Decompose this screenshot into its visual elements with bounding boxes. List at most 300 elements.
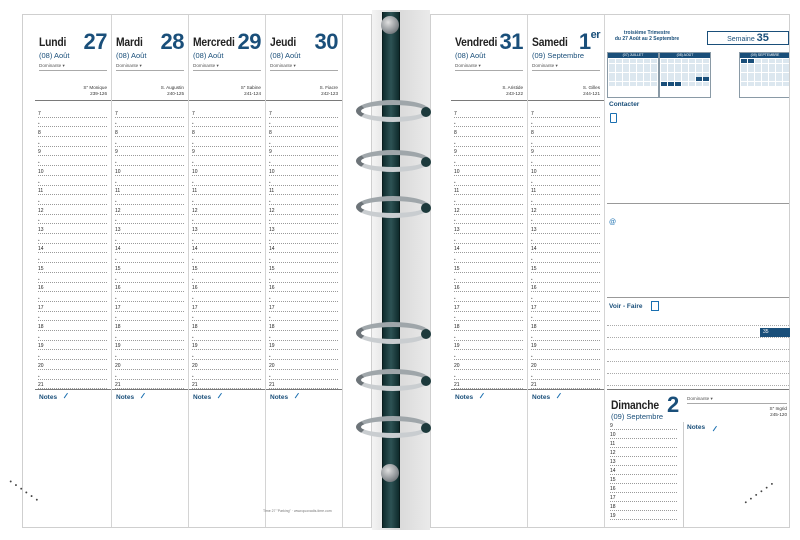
binder-stud xyxy=(381,464,399,482)
mini-calendar-day xyxy=(748,77,754,81)
dominante-field[interactable]: Dominante ▾ xyxy=(116,63,184,71)
mini-calendar-day xyxy=(630,82,636,86)
dominante-field[interactable]: Dominante ▾ xyxy=(39,63,107,71)
mini-calendar-day xyxy=(668,68,674,72)
mini-calendar-day xyxy=(689,68,695,72)
mini-calendar[interactable] xyxy=(607,52,659,98)
mini-calendar-day xyxy=(682,77,688,81)
hour-label: 19 xyxy=(454,343,460,350)
half-hour-dot: • xyxy=(531,315,533,321)
mini-calendar-day xyxy=(682,68,688,72)
day-of-year: 241-124 xyxy=(244,90,261,96)
mini-calendar-day xyxy=(741,64,747,68)
hour-label: 16 xyxy=(115,285,121,292)
hour-label: 10 xyxy=(454,168,460,175)
notes-area[interactable] xyxy=(35,389,111,527)
left-page xyxy=(22,14,372,528)
day-of-year: 245-120 xyxy=(770,411,787,417)
half-hour-dot: • xyxy=(192,373,194,379)
mini-calendar-day xyxy=(616,73,622,77)
hour-label: 10 xyxy=(192,168,198,175)
half-hour-dot: • xyxy=(192,315,194,321)
saint-of-day xyxy=(83,85,107,96)
mini-calendar-day xyxy=(609,77,615,81)
hour-label: 7 xyxy=(454,110,457,117)
mini-calendar-day xyxy=(623,82,629,86)
mini-calendar-day xyxy=(675,73,681,77)
mini-calendar-day xyxy=(637,64,643,68)
pen-icon xyxy=(64,393,69,399)
side-panel xyxy=(607,101,790,391)
day-number xyxy=(238,29,261,55)
mini-calendar[interactable] xyxy=(659,52,711,98)
half-hour-dot: • xyxy=(192,295,194,301)
half-hour-dot: • xyxy=(192,160,194,166)
mini-calendar-day xyxy=(637,77,643,81)
todo-line[interactable] xyxy=(607,337,789,338)
notes-area[interactable] xyxy=(451,389,527,527)
mini-calendar-day xyxy=(769,73,775,77)
divider xyxy=(607,297,790,298)
mini-calendar-day xyxy=(748,68,754,72)
hour-label: 11 xyxy=(454,188,460,195)
hour-label: 13 xyxy=(38,227,44,234)
half-hour-dot: • xyxy=(192,179,194,185)
notes-label: Notes xyxy=(193,394,212,401)
notes-area[interactable] xyxy=(266,389,342,527)
saint-name: S″ Ingrid xyxy=(769,406,787,411)
mini-calendar-day xyxy=(609,64,615,68)
saint-name: S. Aristide xyxy=(502,85,523,90)
hour-label: 18 xyxy=(454,324,460,331)
half-hour-dot: • xyxy=(531,354,533,360)
hour-label: 7 xyxy=(531,110,534,117)
hour-label: 20 xyxy=(38,362,44,369)
half-hour-dot: • xyxy=(115,179,117,185)
mini-calendar-day xyxy=(630,64,636,68)
notes-label: Notes xyxy=(687,424,706,431)
half-hour-dot: • xyxy=(531,276,533,282)
mini-calendar-day xyxy=(783,59,789,63)
day-name: Mardi xyxy=(116,35,143,49)
hour-label: 13 xyxy=(531,227,537,234)
hour-label: 8 xyxy=(38,130,41,137)
half-hour-dot: • xyxy=(269,198,271,204)
mini-calendar-day xyxy=(651,82,657,86)
hour-label: 8 xyxy=(115,130,118,137)
day-name: Vendredi xyxy=(455,35,498,49)
mini-calendar-day xyxy=(668,64,674,68)
hour-label: 13 xyxy=(454,227,460,234)
day-column[interactable] xyxy=(451,15,528,527)
mini-calendar-day xyxy=(668,82,674,86)
half-hour-dot: • xyxy=(454,334,456,340)
hour-label: 10 xyxy=(610,431,616,438)
mini-calendar-day xyxy=(769,68,775,72)
mini-calendar-day xyxy=(668,73,674,77)
notes-label: Notes xyxy=(39,394,58,401)
notes-area[interactable] xyxy=(683,422,790,528)
mini-calendar-day xyxy=(783,77,789,81)
half-hour-dot: • xyxy=(192,198,194,204)
hour-label: 17 xyxy=(269,304,275,311)
mini-calendar-day xyxy=(776,82,782,86)
perforation-corner: • • • • • • xyxy=(7,478,41,505)
hour-slot[interactable] xyxy=(269,379,338,390)
mini-calendar-day xyxy=(682,82,688,86)
half-hour-dot: • xyxy=(192,237,194,243)
half-hour-dot: • xyxy=(269,179,271,185)
mini-calendar-day xyxy=(755,59,761,63)
day-column[interactable] xyxy=(112,15,189,527)
divider xyxy=(607,203,790,204)
hour-label: 10 xyxy=(269,168,275,175)
half-hour-dot: • xyxy=(269,354,271,360)
mini-calendar-day xyxy=(703,77,709,81)
todo-line[interactable] xyxy=(607,349,789,350)
half-hour-dot: • xyxy=(38,160,40,166)
saint-name: S. Augustin xyxy=(160,85,184,90)
hour-label: 11 xyxy=(115,188,121,195)
mini-calendar-day xyxy=(616,59,622,63)
mini-calendar-day xyxy=(675,68,681,72)
dominante-field[interactable]: Dominante ▾ xyxy=(270,63,338,71)
mini-calendar-grid xyxy=(740,58,790,87)
mini-calendar-day xyxy=(769,64,775,68)
mini-calendar-day xyxy=(651,73,657,77)
day-header xyxy=(112,15,188,101)
notes-label: Notes xyxy=(455,394,474,401)
day-column[interactable] xyxy=(189,15,266,527)
half-hour-dot: • xyxy=(38,257,40,263)
half-hour-dot: • xyxy=(38,295,40,301)
todo-line[interactable] xyxy=(607,361,789,362)
mini-calendar-day xyxy=(741,82,747,86)
hour-label: 12 xyxy=(192,207,198,214)
half-hour-dot: • xyxy=(38,315,40,321)
hour-label: 16 xyxy=(192,285,198,292)
mini-calendar-day xyxy=(630,59,636,63)
day-name: Samedi xyxy=(532,35,568,49)
half-hour-dot: • xyxy=(531,237,533,243)
hour-label: 19 xyxy=(610,512,616,519)
day-number-value: 29 xyxy=(237,29,261,54)
mini-calendar-day xyxy=(637,59,643,63)
mini-calendar-day xyxy=(651,77,657,81)
week-number-box xyxy=(707,31,789,45)
mini-calendar-day xyxy=(783,68,789,72)
half-hour-dot: • xyxy=(192,121,194,127)
hour-label: 8 xyxy=(454,130,457,137)
binder-ring xyxy=(356,150,430,172)
mini-calendar-day xyxy=(703,68,709,72)
hour-label: 11 xyxy=(269,188,275,195)
half-hour-dot: • xyxy=(269,237,271,243)
dominante-field[interactable]: Dominante ▾ xyxy=(532,63,600,71)
half-hour-dot: • xyxy=(269,315,271,321)
day-header xyxy=(189,15,265,101)
hour-label: 16 xyxy=(454,285,460,292)
hour-label: 20 xyxy=(269,362,275,369)
mini-calendar-day xyxy=(644,59,650,63)
hour-label: 17 xyxy=(531,304,537,311)
mini-calendar-day xyxy=(696,64,702,68)
half-hour-dot: • xyxy=(269,257,271,263)
hour-label: 11 xyxy=(531,188,537,195)
hour-label: 8 xyxy=(531,130,534,137)
hour-label: 16 xyxy=(531,285,537,292)
todo-line[interactable] xyxy=(607,325,789,326)
mini-calendar-day xyxy=(741,77,747,81)
half-hour-dot: • xyxy=(38,334,40,340)
half-hour-dot: • xyxy=(454,354,456,360)
day-column[interactable] xyxy=(266,15,343,527)
mini-calendar-day xyxy=(661,59,667,63)
clipboard-icon xyxy=(651,301,659,311)
hour-label: 12 xyxy=(115,207,121,214)
day-name: Mercredi xyxy=(193,35,235,49)
hour-label: 18 xyxy=(531,324,537,331)
half-hour-dot: • xyxy=(115,354,117,360)
hour-label: 15 xyxy=(38,265,44,272)
mini-calendar-day xyxy=(651,64,657,68)
week-range: du 27 Août au 2 Septembre xyxy=(614,36,680,42)
day-month: (08) Août xyxy=(455,51,486,60)
mini-calendar-day xyxy=(741,68,747,72)
hour-label: 19 xyxy=(269,343,275,350)
day-of-year: 244-121 xyxy=(583,90,600,96)
hour-slot[interactable] xyxy=(192,379,261,390)
dominante-field[interactable]: Dominante ▾ xyxy=(455,63,523,71)
half-hour-dot: • xyxy=(38,237,40,243)
hour-label: 11 xyxy=(192,188,198,195)
hour-slot[interactable] xyxy=(531,379,600,390)
mini-calendar-day xyxy=(755,77,761,81)
mini-calendar-day xyxy=(748,59,754,63)
mini-calendar-day xyxy=(668,59,674,63)
mini-calendar-day xyxy=(609,82,615,86)
half-hour-dot: • xyxy=(454,276,456,282)
hour-label: 11 xyxy=(610,440,616,447)
day-number xyxy=(315,29,338,55)
hour-label: 20 xyxy=(192,362,198,369)
hour-label: 21 xyxy=(531,382,537,389)
day-month: (09) Septembre xyxy=(532,51,585,60)
mini-calendar-day xyxy=(616,77,622,81)
hour-label: 12 xyxy=(38,207,44,214)
todo-line[interactable] xyxy=(607,373,789,374)
mini-calendar-day xyxy=(776,68,782,72)
right-page xyxy=(430,14,790,528)
hour-label: 13 xyxy=(115,227,121,234)
mini-calendar-day xyxy=(755,64,761,68)
binder xyxy=(372,10,430,530)
day-of-year: 242-123 xyxy=(321,90,338,96)
mini-calendar-day xyxy=(755,68,761,72)
day-month: (08) Août xyxy=(193,51,224,60)
mini-calendar-day xyxy=(675,77,681,81)
hour-label: 15 xyxy=(531,265,537,272)
week-tab[interactable]: 35 xyxy=(760,328,790,337)
mini-calendar-day xyxy=(689,77,695,81)
pen-icon xyxy=(295,393,300,399)
hour-label: 20 xyxy=(454,362,460,369)
half-hour-dot: • xyxy=(192,140,194,146)
notes-label: Notes xyxy=(532,394,551,401)
notes-area[interactable] xyxy=(528,389,604,527)
mini-calendar-day xyxy=(755,73,761,77)
binder-ring xyxy=(356,196,430,218)
hour-label: 12 xyxy=(531,207,537,214)
hour-slot[interactable] xyxy=(454,379,523,390)
saint-name: S″ Monique xyxy=(83,85,107,90)
half-hour-dot: • xyxy=(115,198,117,204)
mini-calendar[interactable] xyxy=(739,52,790,98)
mini-calendar-month: (08) AOÛT xyxy=(660,53,710,58)
mini-calendar-day xyxy=(609,68,615,72)
mini-calendar-day xyxy=(703,73,709,77)
hour-slot[interactable] xyxy=(610,510,677,520)
hour-label: 21 xyxy=(269,382,275,389)
day-column[interactable] xyxy=(528,15,605,527)
week-number: 35 xyxy=(756,32,769,44)
half-hour-dot: • xyxy=(38,373,40,379)
half-hour-dot: • xyxy=(115,373,117,379)
notes-label: Notes xyxy=(116,394,135,401)
hour-label: 10 xyxy=(38,168,44,175)
mini-calendar-day xyxy=(755,82,761,86)
week-title xyxy=(607,30,687,42)
hour-slot[interactable] xyxy=(115,379,184,390)
hour-label: 8 xyxy=(192,130,195,137)
saint-name: S. Gilles xyxy=(582,85,600,90)
pen-icon xyxy=(713,426,718,432)
mini-calendar-day xyxy=(769,59,775,63)
notes-area[interactable] xyxy=(189,389,265,527)
hour-label: 9 xyxy=(610,422,613,429)
saint-name: S. Fiacre xyxy=(319,85,338,90)
day-number: 2 xyxy=(667,392,679,417)
binder-ring xyxy=(356,416,430,438)
half-hour-dot: • xyxy=(454,198,456,204)
dominante-field[interactable]: Dominante ▾ xyxy=(687,396,787,404)
binder-ring xyxy=(356,369,430,391)
day-number-suffix: er xyxy=(590,29,600,41)
day-header xyxy=(35,15,111,101)
hour-label: 14 xyxy=(454,246,460,253)
hour-label: 8 xyxy=(269,130,272,137)
mini-calendar-day xyxy=(661,64,667,68)
half-hour-dot: • xyxy=(454,237,456,243)
mini-calendar-day xyxy=(689,59,695,63)
hour-label: 15 xyxy=(269,265,275,272)
mini-calendar-grid xyxy=(660,58,710,87)
half-hour-dot: • xyxy=(269,295,271,301)
half-hour-dot: • xyxy=(454,121,456,127)
mini-calendar-day xyxy=(696,82,702,86)
half-hour-dot: • xyxy=(115,334,117,340)
phone-icon xyxy=(610,113,617,123)
perforation-corner: • • • • • • xyxy=(743,480,777,507)
hour-label: 19 xyxy=(531,343,537,350)
hour-label: 17 xyxy=(38,304,44,311)
half-hour-dot: • xyxy=(38,218,40,224)
half-hour-dot: • xyxy=(115,140,117,146)
hour-label: 14 xyxy=(531,246,537,253)
half-hour-dot: • xyxy=(269,160,271,166)
half-hour-dot: • xyxy=(115,218,117,224)
half-hour-dot: • xyxy=(269,140,271,146)
half-hour-dot: • xyxy=(192,257,194,263)
half-hour-dot: • xyxy=(531,198,533,204)
mini-calendar-day xyxy=(616,68,622,72)
day-month: (08) Août xyxy=(39,51,70,60)
half-hour-dot: • xyxy=(454,140,456,146)
hour-slot[interactable] xyxy=(38,379,107,390)
hour-label: 21 xyxy=(192,382,198,389)
half-hour-dot: • xyxy=(531,373,533,379)
quarter-label: troisième Trimestre xyxy=(623,30,671,36)
day-number-value: 27 xyxy=(83,29,107,54)
half-hour-dot: • xyxy=(269,334,271,340)
hour-label: 17 xyxy=(115,304,121,311)
notes-area[interactable] xyxy=(112,389,188,527)
dominante-field[interactable]: Dominante ▾ xyxy=(193,63,261,71)
mini-calendar-day xyxy=(748,82,754,86)
day-column[interactable] xyxy=(35,15,112,527)
hour-label: 14 xyxy=(192,246,198,253)
saint-of-day xyxy=(241,85,261,96)
saint-of-day xyxy=(770,406,787,417)
half-hour-dot: • xyxy=(269,373,271,379)
hour-label: 10 xyxy=(115,168,121,175)
day-name: Jeudi xyxy=(270,35,297,49)
half-hour-dot: • xyxy=(454,179,456,185)
binder-spine xyxy=(382,12,400,528)
day-of-year: 243-122 xyxy=(506,90,523,96)
mini-calendar-day xyxy=(675,82,681,86)
hour-label: 9 xyxy=(454,149,457,156)
half-hour-dot: • xyxy=(531,179,533,185)
day-name: Dimanche xyxy=(611,398,659,412)
mini-calendar-day xyxy=(609,73,615,77)
half-hour-dot: • xyxy=(269,276,271,282)
mini-calendar-day xyxy=(783,73,789,77)
hour-label: 15 xyxy=(610,476,616,483)
half-hour-dot: • xyxy=(454,373,456,379)
hour-label: 16 xyxy=(269,285,275,292)
mini-calendar-day xyxy=(762,68,768,72)
mini-calendar-day xyxy=(762,59,768,63)
binder-stud xyxy=(381,16,399,34)
saint-of-day xyxy=(161,85,184,96)
mini-calendar-day xyxy=(783,64,789,68)
hour-label: 15 xyxy=(192,265,198,272)
hour-label: 17 xyxy=(454,304,460,311)
todo-line[interactable] xyxy=(607,385,789,386)
half-hour-dot: • xyxy=(192,218,194,224)
sunday-block[interactable] xyxy=(607,389,790,528)
mini-calendar-day xyxy=(630,77,636,81)
hour-label: 17 xyxy=(192,304,198,311)
day-name: Lundi xyxy=(39,35,67,49)
half-hour-dot: • xyxy=(115,237,117,243)
day-month: (09) Septembre xyxy=(611,412,664,421)
half-hour-dot: • xyxy=(38,179,40,185)
day-number-value: 31 xyxy=(499,29,523,54)
day-month: (08) Août xyxy=(116,51,147,60)
email-icon: @ xyxy=(609,219,617,226)
